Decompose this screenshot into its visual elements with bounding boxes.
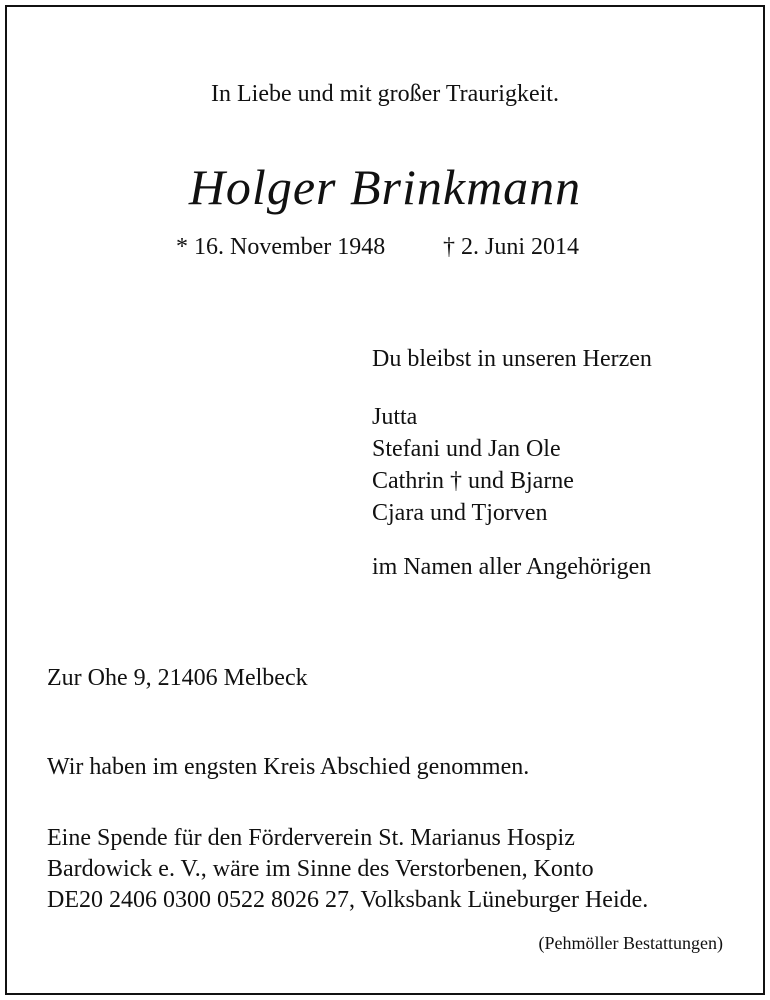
farewell-note: Wir haben im engsten Kreis Abschied genommen. [47,754,530,780]
birth-date: * 16. November 1948 [176,234,386,260]
family-line: im Namen aller Angehörigen [372,554,652,580]
mourner-line: Cjara und Tjorven [372,500,548,526]
undertaker: (Pehmöller Bestattungen) [538,933,723,953]
donation-line: Bardowick e. V., wäre im Sinne des Verstorbenen, Konto [47,856,594,882]
donation-line: DE20 2406 0300 0522 8026 27, Volksbank Lüneburger Heide. [47,887,649,913]
mourner-line: Cathrin † und Bjarne [372,468,574,494]
donation-line: Eine Spende für den Förderverein St. Marianus Hospiz [47,825,575,851]
motto: Du bleibst in unseren Herzen [372,346,652,372]
deceased-name: Holger Brinkmann [188,159,582,215]
mourner-line: Stefani und Jan Ole [372,436,561,462]
mourner-line: Jutta [372,404,418,430]
address: Zur Ohe 9, 21406 Melbeck [47,665,308,691]
death-date: † 2. Juni 2014 [443,234,580,260]
intro-line: In Liebe und mit großer Traurigkeit. [211,81,559,107]
